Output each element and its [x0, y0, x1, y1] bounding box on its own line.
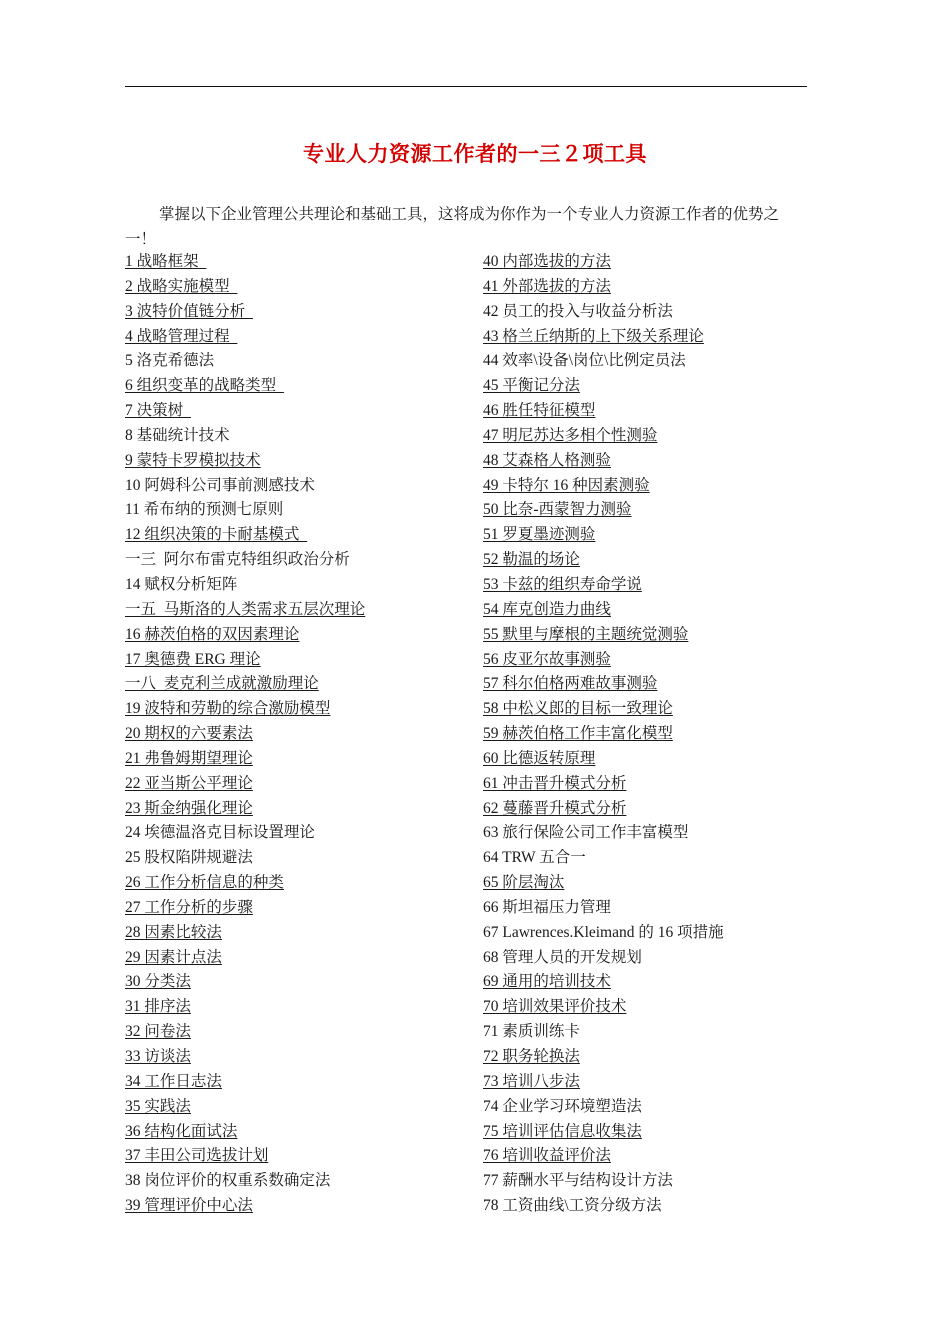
tool-link[interactable]: [125, 672, 475, 697]
tool-item-label[interactable]: 49 卡特尔 16 种因素测验: [483, 476, 650, 494]
tool-link[interactable]: [125, 523, 475, 548]
tool-list-right: [483, 250, 813, 1219]
tool-item: [483, 821, 813, 846]
tool-link[interactable]: [125, 1144, 475, 1169]
tool-item: [483, 1095, 813, 1120]
tool-link[interactable]: [483, 722, 813, 747]
tool-item: [125, 573, 475, 598]
tool-item-label[interactable]: 73 培训八步法: [483, 1072, 580, 1090]
tool-link[interactable]: [125, 995, 475, 1020]
tool-item-label: 68 管理人员的开发规划: [483, 948, 642, 966]
tool-link[interactable]: [125, 374, 475, 399]
tool-item-label[interactable]: 7 决策树: [125, 402, 191, 420]
tool-item-label[interactable]: 一五 马斯洛的人类需求五层次理论: [125, 600, 366, 618]
tool-item-label[interactable]: 29 因素计点法: [125, 948, 222, 966]
tool-item-label: 一三 阿尔布雷克特组织政治分析: [125, 551, 350, 569]
tool-item-label[interactable]: 61 冲击晋升模式分析: [483, 774, 627, 792]
tool-item-label[interactable]: 43 格兰丘纳斯的上下级关系理论: [483, 327, 704, 345]
tool-item-label[interactable]: 37 丰田公司选拔计划: [125, 1147, 269, 1165]
tool-item: [125, 349, 475, 374]
tool-item-label[interactable]: 23 斯金纳强化理论: [125, 799, 253, 817]
tool-item-label: 67 Lawrences.Kleimand 的 16 项措施: [483, 923, 724, 941]
tool-link[interactable]: [125, 623, 475, 648]
tool-item-label: 11 希布纳的预测七原则: [125, 501, 284, 519]
tool-link[interactable]: [483, 797, 813, 822]
tool-item-label[interactable]: 1 战略框架: [125, 253, 207, 270]
tool-link[interactable]: [125, 970, 475, 995]
header-rule: [125, 86, 807, 87]
tool-item-label[interactable]: 21 弗鲁姆期望理论: [125, 749, 253, 767]
tool-item-label[interactable]: 62 蔓藤晋升模式分析: [483, 799, 627, 817]
tool-item-label[interactable]: 70 培训效果评价技术: [483, 998, 627, 1016]
tool-item-label: 14 赋权分析矩阵: [125, 575, 238, 593]
tool-item-label[interactable]: 16 赫茨伯格的双因素理论: [125, 625, 300, 643]
tool-item-label[interactable]: 12 组织决策的卡耐基模式: [125, 526, 308, 544]
tool-link[interactable]: [483, 424, 813, 449]
tool-item-label[interactable]: 33 访谈法: [125, 1048, 191, 1065]
tool-link[interactable]: [483, 573, 813, 598]
tool-link[interactable]: [483, 325, 813, 350]
tool-link[interactable]: [483, 871, 813, 896]
tool-item-label[interactable]: 4 战略管理过程: [125, 327, 238, 345]
tool-link[interactable]: [125, 697, 475, 722]
tool-item-label: 64 TRW 五合一: [483, 849, 586, 867]
tool-link[interactable]: [483, 449, 813, 474]
intro-paragraph: 掌握以下企业管理公共理论和基础工具，这将成为你作为一个专业人力资源工作者的优势之一！: [125, 206, 780, 248]
tool-item-label[interactable]: 60 比德返转原理: [483, 749, 596, 767]
tool-item-label: 71 素质训练卡: [483, 1023, 580, 1041]
tool-link[interactable]: [483, 672, 813, 697]
tool-item-label[interactable]: 28 因素比较法: [125, 923, 222, 941]
tool-link[interactable]: [483, 970, 813, 995]
tool-item-label[interactable]: 47 明尼苏达多相个性测验: [483, 426, 658, 444]
tool-item: [125, 424, 475, 449]
tool-item-label[interactable]: 51 罗夏墨迹测验: [483, 526, 596, 544]
tool-link[interactable]: [125, 275, 475, 300]
tool-item: [125, 548, 475, 573]
tool-link[interactable]: [125, 871, 475, 896]
tool-link[interactable]: [483, 498, 813, 523]
tool-link[interactable]: [125, 250, 475, 275]
tool-link[interactable]: [125, 722, 475, 747]
tool-item-label[interactable]: 59 赫茨伯格工作丰富化模型: [483, 725, 673, 743]
tool-item-label[interactable]: 46 胜任特征模型: [483, 402, 596, 420]
tool-link[interactable]: [125, 747, 475, 772]
tool-item-label[interactable]: 32 问卷法: [125, 1023, 191, 1041]
tool-link[interactable]: [125, 449, 475, 474]
tool-link[interactable]: [125, 772, 475, 797]
tool-item-label: 25 股权陷阱规避法: [125, 849, 253, 867]
tool-link[interactable]: [483, 474, 813, 499]
tool-link[interactable]: [483, 598, 813, 623]
tool-link[interactable]: [125, 946, 475, 971]
tool-link[interactable]: [483, 399, 813, 424]
tool-item-label: 5 洛克希德法: [125, 352, 215, 370]
tool-link[interactable]: [125, 1194, 475, 1219]
tool-item-label[interactable]: 52 勒温的场论: [483, 551, 580, 569]
tool-item: [125, 821, 475, 846]
tool-link[interactable]: [125, 1120, 475, 1145]
tool-item-label[interactable]: 36 结构化面试法: [125, 1122, 238, 1140]
tool-link[interactable]: [125, 325, 475, 350]
tool-item-label: 24 埃德温洛克目标设置理论: [125, 824, 315, 842]
tool-item-label[interactable]: 41 外部选拔的方法: [483, 277, 611, 295]
tool-item-label[interactable]: 39 管理评价中心法: [125, 1197, 253, 1215]
tool-item-label[interactable]: 58 中松义郎的目标一致理论: [483, 700, 673, 718]
tool-link[interactable]: [125, 598, 475, 623]
tool-item-label: 42 员工的投入与收益分析法: [483, 302, 673, 320]
tool-item-label[interactable]: 35 实践法: [125, 1097, 191, 1115]
tool-item-label[interactable]: 76 培训收益评价法: [483, 1147, 611, 1165]
tool-item-label: 38 岗位评价的权重系数确定法: [125, 1172, 331, 1190]
tool-item: [483, 921, 813, 946]
tool-list-left: [125, 250, 475, 1219]
tool-link[interactable]: [483, 697, 813, 722]
tool-item-label[interactable]: 19 波特和劳勒的综合激励模型: [125, 700, 331, 718]
tool-item-label: 10 阿姆科公司事前测感技术: [125, 476, 315, 494]
tool-link[interactable]: [125, 1045, 475, 1070]
tool-link[interactable]: [483, 772, 813, 797]
tool-link[interactable]: [125, 797, 475, 822]
tool-link[interactable]: [483, 1070, 813, 1095]
tool-item-label[interactable]: 20 期权的六要素法: [125, 725, 253, 743]
tool-item: [483, 1169, 813, 1194]
tool-item-label[interactable]: 53 卡兹的组织寿命学说: [483, 575, 642, 593]
tool-item-label: 77 薪酬水平与结构设计方法: [483, 1172, 673, 1190]
tool-item: [125, 498, 475, 523]
tool-link[interactable]: [483, 548, 813, 573]
tool-link[interactable]: [483, 523, 813, 548]
tool-item-label: 74 企业学习环境塑造法: [483, 1097, 642, 1115]
tool-item-label[interactable]: 27 工作分析的步骤: [125, 898, 253, 916]
tool-link[interactable]: [483, 1120, 813, 1145]
tool-link[interactable]: [483, 374, 813, 399]
tool-item-label[interactable]: 34 工作日志法: [125, 1072, 222, 1090]
tool-item-label[interactable]: 3 波特价值链分析: [125, 302, 253, 320]
tool-item-label[interactable]: 56 皮亚尔故事测验: [483, 650, 611, 668]
tool-item-label: 63 旅行保险公司工作丰富模型: [483, 824, 689, 842]
tool-link[interactable]: [483, 275, 813, 300]
tool-item-label: 66 斯坦福压力管理: [483, 898, 611, 916]
tool-item-label[interactable]: 40 内部选拔的方法: [483, 253, 611, 270]
tool-item: [483, 1194, 813, 1219]
tool-link[interactable]: [125, 896, 475, 921]
tool-link[interactable]: [125, 648, 475, 673]
tool-item: [483, 300, 813, 325]
tool-item-label[interactable]: 75 培训评估信息收集法: [483, 1122, 642, 1140]
tool-item-label[interactable]: 69 通用的培训技术: [483, 973, 611, 991]
tool-item-label[interactable]: 30 分类法: [125, 973, 191, 991]
tool-item-label[interactable]: 65 阶层淘汰: [483, 874, 565, 892]
tool-item-label[interactable]: 9 蒙特卡罗模拟技术: [125, 451, 261, 469]
tool-item-label[interactable]: 50 比奈-西蒙智力测验: [483, 501, 632, 519]
tool-link[interactable]: [125, 399, 475, 424]
tool-item-label: 78 工资曲线\工资分级方法: [483, 1197, 662, 1215]
tool-link[interactable]: [125, 300, 475, 325]
tool-item-label[interactable]: 72 职务轮换法: [483, 1048, 580, 1065]
tool-item-label[interactable]: 55 默里与摩根的主题统觉测验: [483, 625, 689, 643]
tool-item-label[interactable]: 57 科尔伯格两难故事测验: [483, 675, 658, 693]
tool-link[interactable]: [125, 1020, 475, 1045]
tool-link[interactable]: [483, 1144, 813, 1169]
tool-item: [483, 349, 813, 374]
tool-link[interactable]: [483, 747, 813, 772]
tool-item: [125, 846, 475, 871]
tool-item: [483, 946, 813, 971]
tool-item-label[interactable]: 45 平衡记分法: [483, 377, 580, 395]
tool-item: [125, 474, 475, 499]
tool-link[interactable]: [483, 648, 813, 673]
tool-item: [483, 846, 813, 871]
tool-link[interactable]: [483, 623, 813, 648]
tool-link[interactable]: [125, 1095, 475, 1120]
tool-link[interactable]: [483, 1045, 813, 1070]
tool-link[interactable]: [483, 995, 813, 1020]
tool-link[interactable]: [125, 921, 475, 946]
tool-item-label[interactable]: 一八 麦克利兰成就激励理论: [125, 675, 319, 693]
tool-item-label[interactable]: 54 库克创造力曲线: [483, 600, 611, 618]
tool-item-label[interactable]: 31 排序法: [125, 998, 191, 1016]
tool-item-label: 44 效率\设备\岗位\比例定员法: [483, 352, 686, 370]
tool-link[interactable]: [125, 1070, 475, 1095]
tool-item-label[interactable]: 26 工作分析信息的种类: [125, 874, 284, 892]
tool-item: [483, 896, 813, 921]
tool-item-label[interactable]: 17 奥德费 ERG 理论: [125, 650, 261, 668]
tool-item: [125, 1169, 475, 1194]
tool-item-label[interactable]: 48 艾森格人格测验: [483, 451, 611, 469]
tool-item-label: 8 基础统计技术: [125, 426, 230, 444]
tool-item-label[interactable]: 6 组织变革的战略类型: [125, 377, 284, 395]
document-title: 专业人力资源工作者的一三２项工具: [303, 142, 647, 166]
tool-item-label[interactable]: 2 战略实施模型: [125, 277, 238, 295]
tool-item-label[interactable]: 22 亚当斯公平理论: [125, 774, 253, 792]
tool-item: [483, 1020, 813, 1045]
tool-link[interactable]: [483, 250, 813, 275]
